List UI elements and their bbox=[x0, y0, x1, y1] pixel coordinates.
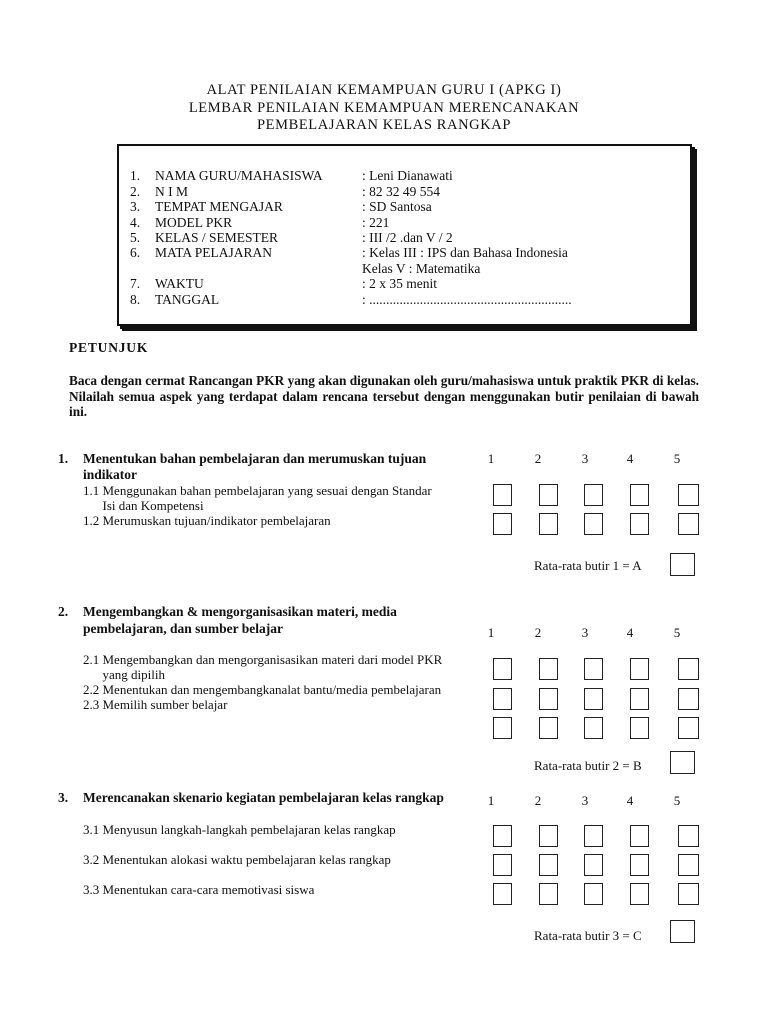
score-checkbox-2-2-5[interactable] bbox=[678, 688, 699, 710]
identity-row-value: : Kelas III : IPS dan Bahasa Indonesia bbox=[362, 245, 568, 260]
section-number: 1. bbox=[58, 451, 69, 466]
identity-row-label: KELAS / SEMESTER bbox=[155, 230, 279, 245]
identity-row-number: 8. bbox=[130, 292, 141, 307]
criterion-text: 3.1 Menyusun langkah-langkah pembelajaran kelas rangkap bbox=[83, 822, 396, 837]
score-checkbox-2-2-4[interactable] bbox=[630, 688, 649, 710]
average-score-box[interactable] bbox=[670, 553, 695, 576]
scale-label-1: 1 bbox=[487, 625, 495, 640]
score-checkbox-1-2-3[interactable] bbox=[584, 513, 603, 535]
score-checkbox-2-1-1[interactable] bbox=[493, 658, 512, 680]
instructions-text: Baca dengan cermat Rancangan PKR yang akan digunakan oleh guru/mahasiswa untuk praktik PKR di kelas. Nilailah semua aspek yang terdapat dalam rencana tersebut dengan menggunakan butir penilaian di bawah ini. bbox=[69, 373, 699, 419]
section-title: indikator bbox=[83, 467, 138, 482]
score-checkbox-1-1-3[interactable] bbox=[584, 484, 603, 506]
average-label: Rata-rata butir 1 = A bbox=[534, 558, 642, 573]
scale-label-4: 4 bbox=[626, 793, 634, 808]
score-checkbox-2-3-5[interactable] bbox=[678, 717, 699, 739]
identity-row-number: 5. bbox=[130, 230, 141, 245]
score-checkbox-1-1-2[interactable] bbox=[539, 484, 558, 506]
score-checkbox-3-3-5[interactable] bbox=[678, 883, 699, 905]
identity-row-number: 2. bbox=[130, 184, 141, 199]
score-checkbox-1-1-1[interactable] bbox=[493, 484, 512, 506]
score-checkbox-3-2-3[interactable] bbox=[584, 854, 603, 876]
score-checkbox-2-2-2[interactable] bbox=[539, 688, 558, 710]
score-checkbox-2-1-5[interactable] bbox=[678, 658, 699, 680]
identity-row-label: N I M bbox=[155, 184, 188, 199]
criterion-text: 3.2 Menentukan alokasi waktu pembelajaran kelas rangkap bbox=[83, 852, 391, 867]
average-score-box[interactable] bbox=[670, 751, 695, 774]
criterion-text: 2.2 Menentukan dan mengembangkanalat bantu/media pembelajaran bbox=[83, 682, 442, 697]
section-title: Merencanakan skenario kegiatan pembelajaran kelas rangkap bbox=[83, 790, 444, 805]
scale-label-5: 5 bbox=[673, 793, 681, 808]
identity-row-label: TANGGAL bbox=[155, 292, 220, 307]
identity-row-value: : Leni Dianawati bbox=[362, 168, 453, 183]
identity-row-label: MODEL PKR bbox=[155, 215, 233, 230]
section-number: 2. bbox=[58, 604, 69, 619]
identity-row-value: : III /2 .dan V / 2 bbox=[362, 230, 453, 245]
criterion-text: 2.1 Mengembangkan dan mengorganisasikan materi dari model PKR bbox=[83, 652, 443, 667]
score-checkbox-2-3-4[interactable] bbox=[630, 717, 649, 739]
section-title: pembelajaran, dan sumber belajar bbox=[83, 621, 284, 636]
identity-row-value: : ............................................................ bbox=[362, 292, 572, 307]
score-checkbox-2-1-2[interactable] bbox=[539, 658, 558, 680]
score-checkbox-3-2-2[interactable] bbox=[539, 854, 558, 876]
section-title: Mengembangkan & mengorganisasikan materi, media bbox=[83, 604, 397, 619]
score-checkbox-1-2-2[interactable] bbox=[539, 513, 558, 535]
score-checkbox-1-1-4[interactable] bbox=[630, 484, 649, 506]
scale-label-3: 3 bbox=[581, 625, 589, 640]
criterion-text: 1.2 Merumuskan tujuan/indikator pembelajaran bbox=[83, 513, 331, 528]
identity-row-value: : 2 x 35 menit bbox=[362, 276, 437, 291]
scale-label-2: 2 bbox=[534, 625, 542, 640]
criterion-text: 3.3 Menentukan cara-cara memotivasi siswa bbox=[83, 882, 315, 897]
identity-row-label: NAMA GURU/MAHASISWA bbox=[155, 168, 323, 183]
score-checkbox-1-2-1[interactable] bbox=[493, 513, 512, 535]
identity-row-number: 6. bbox=[130, 245, 141, 260]
average-label: Rata-rata butir 3 = C bbox=[534, 928, 642, 943]
scale-label-5: 5 bbox=[673, 625, 681, 640]
score-checkbox-3-2-4[interactable] bbox=[630, 854, 649, 876]
identity-row-number: 3. bbox=[130, 199, 141, 214]
identity-row-value: : SD Santosa bbox=[362, 199, 432, 214]
scale-label-4: 4 bbox=[626, 451, 634, 466]
identity-row-number: 7. bbox=[130, 276, 141, 291]
section-title: Menentukan bahan pembelajaran dan merumuskan tujuan bbox=[83, 451, 427, 466]
scale-label-1: 1 bbox=[487, 793, 495, 808]
score-checkbox-2-3-2[interactable] bbox=[539, 717, 558, 739]
score-checkbox-3-1-2[interactable] bbox=[539, 825, 558, 847]
scale-label-3: 3 bbox=[581, 793, 589, 808]
score-checkbox-1-2-4[interactable] bbox=[630, 513, 649, 535]
form-title-line-3: PEMBELAJARAN KELAS RANGKAP bbox=[256, 117, 512, 133]
scale-label-2: 2 bbox=[534, 793, 542, 808]
scale-label-1: 1 bbox=[487, 451, 495, 466]
score-checkbox-1-1-5[interactable] bbox=[678, 484, 699, 506]
identity-row-number: 4. bbox=[130, 215, 141, 230]
score-checkbox-3-1-5[interactable] bbox=[678, 825, 699, 847]
identity-row-number: 1. bbox=[130, 168, 141, 183]
scale-label-2: 2 bbox=[534, 451, 542, 466]
criterion-text: 2.3 Memilih sumber belajar bbox=[83, 697, 228, 712]
score-checkbox-3-3-2[interactable] bbox=[539, 883, 558, 905]
score-checkbox-2-1-4[interactable] bbox=[630, 658, 649, 680]
criterion-text: yang dipilih bbox=[83, 667, 165, 682]
average-score-box[interactable] bbox=[670, 920, 695, 943]
score-checkbox-2-2-1[interactable] bbox=[493, 688, 512, 710]
criterion-text: 1.1 Menggunakan bahan pembelajaran yang sesuai dengan Standar bbox=[83, 483, 432, 498]
score-checkbox-2-3-1[interactable] bbox=[493, 717, 512, 739]
score-checkbox-3-3-3[interactable] bbox=[584, 883, 603, 905]
score-checkbox-1-2-5[interactable] bbox=[678, 513, 699, 535]
score-checkbox-3-3-4[interactable] bbox=[630, 883, 649, 905]
score-checkbox-3-1-1[interactable] bbox=[493, 825, 512, 847]
average-label: Rata-rata butir 2 = B bbox=[534, 758, 642, 773]
identity-row-label: TEMPAT MENGAJAR bbox=[155, 199, 283, 214]
scale-label-4: 4 bbox=[626, 625, 634, 640]
form-title-line-1: ALAT PENILAIAN KEMAMPUAN GURU I (APKG I) bbox=[206, 82, 562, 98]
scale-label-3: 3 bbox=[581, 451, 589, 466]
score-checkbox-3-2-5[interactable] bbox=[678, 854, 699, 876]
score-checkbox-2-1-3[interactable] bbox=[584, 658, 603, 680]
identity-row-value: : 221 bbox=[362, 215, 390, 230]
criterion-text: Isi dan Kompetensi bbox=[83, 498, 204, 513]
identity-row-value: Kelas V : Matematika bbox=[362, 261, 481, 276]
section-number: 3. bbox=[58, 790, 69, 805]
score-checkbox-3-1-3[interactable] bbox=[584, 825, 603, 847]
identity-row-label: MATA PELAJARAN bbox=[155, 245, 273, 260]
score-checkbox-3-3-1[interactable] bbox=[493, 883, 512, 905]
score-checkbox-2-2-3[interactable] bbox=[584, 688, 603, 710]
form-title-line-2: LEMBAR PENILAIAN KEMAMPUAN MERENCANAKAN bbox=[188, 100, 580, 116]
score-checkbox-3-1-4[interactable] bbox=[630, 825, 649, 847]
instructions-title: PETUNJUK bbox=[69, 340, 149, 355]
identity-row-value: : 82 32 49 554 bbox=[362, 184, 441, 199]
score-checkbox-2-3-3[interactable] bbox=[584, 717, 603, 739]
identity-row-label: WAKTU bbox=[155, 276, 204, 291]
scale-label-5: 5 bbox=[673, 451, 681, 466]
score-checkbox-3-2-1[interactable] bbox=[493, 854, 512, 876]
